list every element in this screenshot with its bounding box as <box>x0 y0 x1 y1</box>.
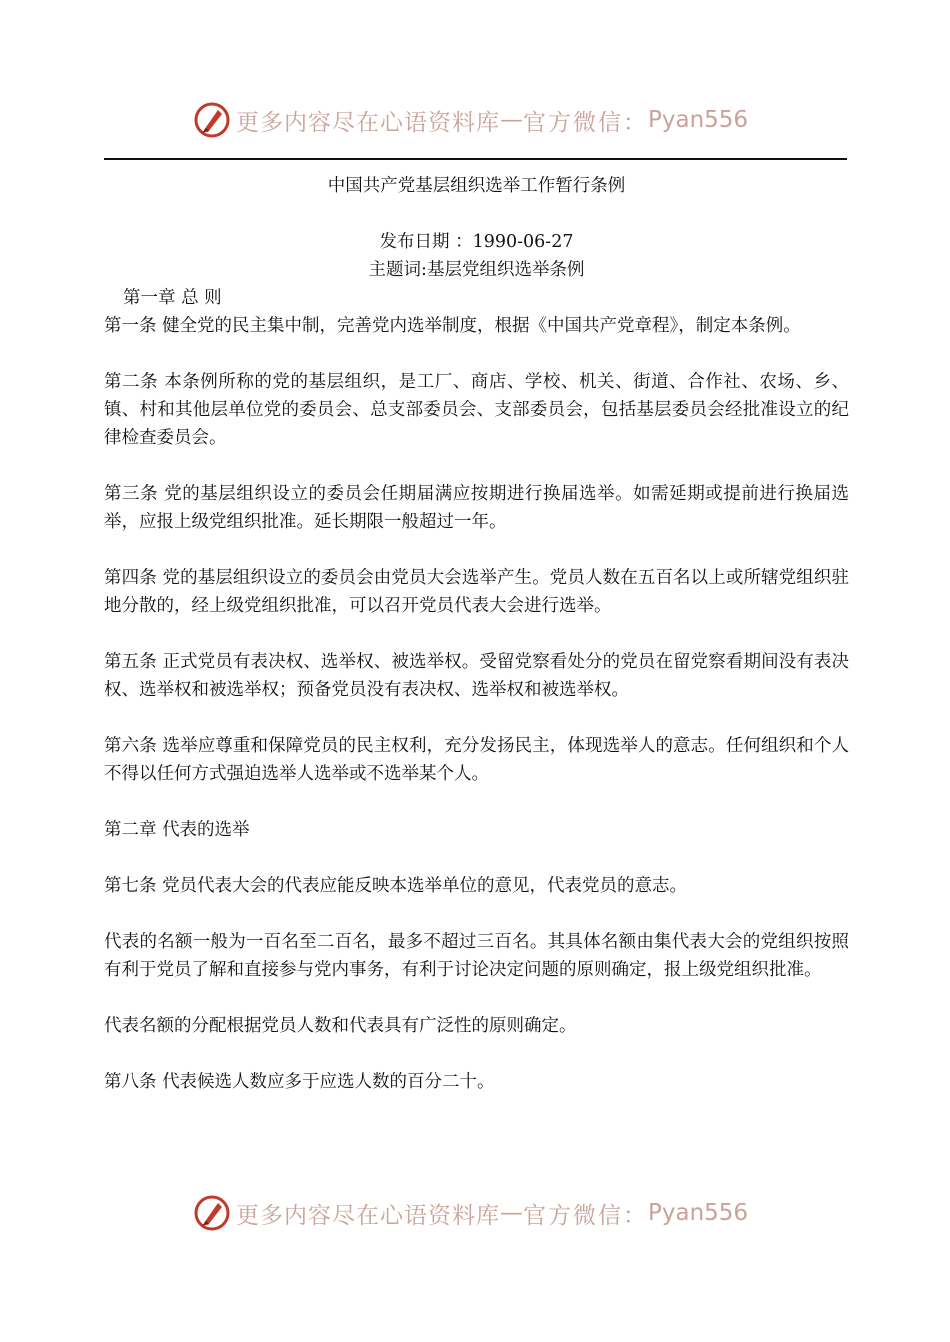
paragraph-spacer <box>104 900 849 928</box>
paragraph-spacer <box>104 340 849 368</box>
article-paragraph: 代表名额的分配根据党员人数和代表具有广泛性的原则确定。 <box>104 1016 577 1036</box>
header-banner <box>0 95 950 145</box>
article-paragraph: 第六条 选举应尊重和保障党员的民主权利，充分发扬民主，体现选举人的意志。任何组织和个人不得以任何方式强迫选举人选举或不选举某个人。 <box>104 736 849 784</box>
paragraph-spacer <box>104 452 849 480</box>
banner-text: 更多内容尽在心语资料库 <box>236 1202 500 1229</box>
pen-nib-circle-icon <box>192 100 232 140</box>
banner-separator: — <box>500 1200 523 1226</box>
paragraph-spacer <box>104 1040 849 1068</box>
keywords: 主题词:基层党组织选举条例 <box>368 260 585 280</box>
chapter-heading: 第二章 代表的选举 <box>104 820 250 840</box>
paragraph-spacer <box>104 620 849 648</box>
chapter-heading: 第一章 总 则 <box>123 288 222 308</box>
article-paragraph: 第七条 党员代表大会的代表应能反映本选举单位的意见，代表党员的意志。 <box>104 876 688 896</box>
publish-date: 发布日期 ：1990-06-27 <box>379 232 574 252</box>
article-paragraph: 第一条 健全党的民主集中制，完善党内选举制度，根据《中国共产党章程》，制定本条例。 <box>104 316 801 336</box>
banner-wechat-id: Pyan556 <box>648 1200 749 1226</box>
banner-content <box>192 95 748 145</box>
article-paragraph: 第二条 本条例所称的党的基层组织，是工厂、商店、学校、机关、街道、合作社、农场、乡、镇、村和其他层单位党的委员会、总支部委员会、支部委员会，包括基层委员会经批准设立的纪律检查委员会。 <box>104 372 849 448</box>
paragraph-spacer <box>104 788 849 816</box>
paragraph-spacer <box>104 984 849 1012</box>
banner-wechat-label: 官方微信： <box>523 109 648 136</box>
banner-text: 更多内容尽在心语资料库 <box>236 109 500 136</box>
document-title: 中国共产党基层组织选举工作暂行条例 <box>327 176 626 196</box>
paragraph-spacer <box>104 844 849 872</box>
banner-separator: — <box>500 107 523 133</box>
pen-nib-circle-icon <box>192 1193 232 1233</box>
banner-content <box>192 1188 748 1238</box>
article-paragraph: 第四条 党的基层组织设立的委员会由党员大会选举产生。党员人数在五百名以上或所辖党组织驻地分散的，经上级党组织批准，可以召开党员代表大会进行选举。 <box>104 568 849 616</box>
article-paragraph: 代表的名额一般为一百名至二百名，最多不超过三百名。其具体名额由集代表大会的党组织按照有利于党员了解和直接参与党内事务，有利于讨论决定问题的原则确定，报上级党组织批准。 <box>104 932 849 980</box>
footer-banner <box>0 1188 950 1238</box>
banner-wechat-id: Pyan556 <box>648 107 749 133</box>
paragraph-spacer <box>104 704 849 732</box>
paragraph-spacer <box>104 536 849 564</box>
banner-wechat-label: 官方微信： <box>523 1202 648 1229</box>
header-rule <box>104 158 847 160</box>
article-paragraph: 第五条 正式党员有表决权、选举权、被选举权。受留党察看处分的党员在留党察看期间没有表决权、选举权和被选举权；预备党员没有表决权、选举权和被选举权。 <box>104 652 849 700</box>
article-paragraph: 第八条 代表候选人数应多于应选人数的百分二十。 <box>104 1072 495 1092</box>
article-paragraph: 第三条 党的基层组织设立的委员会任期届满应按期进行换届选举。如需延期或提前进行换届选举，应报上级党组织批准。延长期限一般超过一年。 <box>104 484 849 532</box>
document-body <box>104 170 849 1096</box>
